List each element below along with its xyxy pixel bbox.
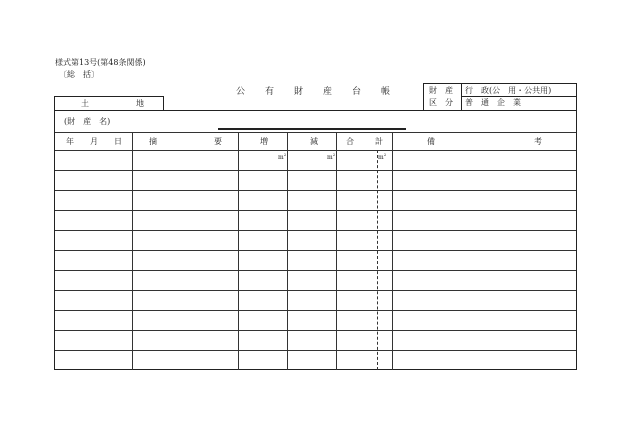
title-char: 公 [236, 87, 246, 97]
title-char: 有 [265, 87, 275, 97]
property-class-row-divider [461, 96, 577, 97]
land-label-b: 地 [136, 99, 144, 108]
page-title [236, 84, 410, 97]
unit-total [378, 151, 386, 162]
unit-sup: 2 [283, 152, 287, 157]
row-divider [55, 150, 576, 151]
column-divider [287, 132, 288, 370]
header-summary-b: 要 [214, 137, 222, 146]
row-divider [55, 350, 576, 351]
unit-text: m [327, 154, 333, 161]
property-class-label-2: 区 分 [429, 98, 453, 107]
header-total-b: 計 [375, 137, 383, 146]
total-dashed-divider [377, 150, 378, 370]
row-divider [55, 170, 576, 171]
row-divider [55, 132, 576, 133]
header-summary-a: 摘 [149, 137, 157, 146]
row-divider [55, 250, 576, 251]
property-name-label: (財 産 名) [64, 117, 111, 126]
column-divider [392, 132, 393, 370]
row-divider [55, 190, 576, 191]
header-date: 年 月 日 [66, 137, 122, 146]
property-class-value-admin: 行 政(公 用・公共用) [465, 86, 552, 95]
header-decrease: 減 [310, 137, 318, 146]
title-char: 台 [352, 87, 362, 97]
header-remarks-b: 考 [534, 137, 542, 146]
unit-sup: 2 [332, 152, 336, 157]
column-divider [132, 132, 133, 370]
title-char: 財 [294, 87, 304, 97]
title-char: 産 [323, 87, 333, 97]
column-divider [238, 132, 239, 370]
header-increase: 増 [260, 137, 268, 146]
form-category: 〔総 括〕 [59, 70, 99, 79]
row-divider [55, 290, 576, 291]
title-char: 帳 [381, 87, 391, 97]
row-divider [55, 270, 576, 271]
property-class-label-1: 財 産 [429, 86, 453, 95]
row-divider [55, 310, 576, 311]
header-remarks-a: 備 [427, 137, 435, 146]
row-divider [55, 210, 576, 211]
unit-decrease [327, 151, 335, 162]
column-divider [336, 132, 337, 370]
unit-text: m [378, 154, 384, 161]
row-divider [55, 330, 576, 331]
unit-sup: 2 [383, 152, 387, 157]
unit-text: m [278, 154, 284, 161]
row-divider [55, 230, 576, 231]
header-total-a: 合 [346, 137, 354, 146]
form-number: 様式第13号(第48条関係) [55, 58, 146, 67]
land-label-a: 土 [81, 99, 89, 108]
property-class-value-enterprise: 普 通 企 業 [465, 98, 521, 107]
property-name-underline [218, 128, 406, 130]
land-type-box [54, 96, 164, 110]
unit-increase [278, 151, 286, 162]
